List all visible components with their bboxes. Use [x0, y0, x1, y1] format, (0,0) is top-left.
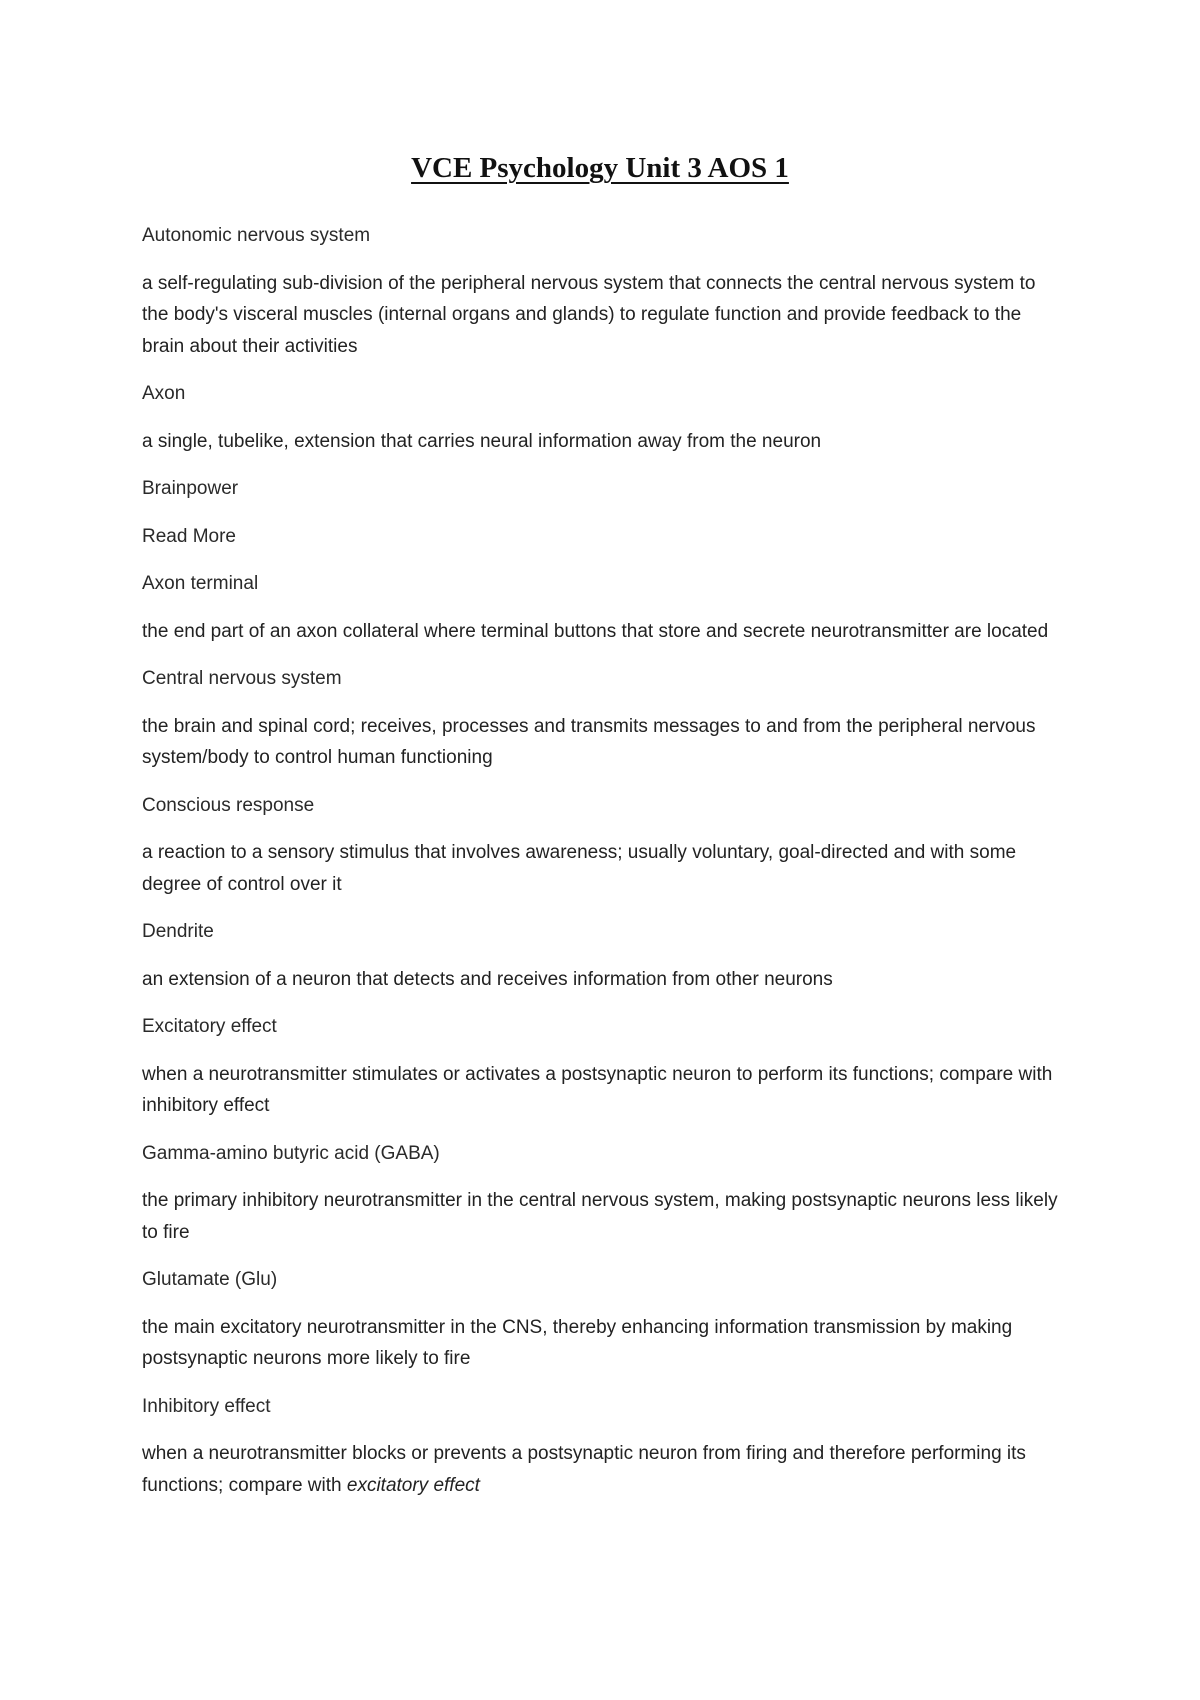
glossary-term: Glutamate (Glu)	[142, 1269, 278, 1290]
glossary-definition: a single, tubelike, extension that carries neural information away from the neuron	[142, 430, 822, 452]
glossary-term: Axon	[142, 383, 186, 404]
glossary-term: Brainpower	[142, 478, 239, 499]
page-title	[0, 152, 1200, 185]
glossary	[142, 220, 1062, 1517]
glossary-definition	[142, 1438, 1062, 1501]
glossary-term: Central nervous system	[142, 668, 342, 689]
glossary-definition: a self-regulating sub-division of the peripheral nervous system that connects the central nervous system to the body's visceral muscles (internal organs and glands) to regulate function and provide feedback to the brain about their activities	[142, 272, 1036, 357]
glossary-term: Axon terminal	[142, 573, 259, 594]
glossary-term: Inhibitory effect	[142, 1395, 271, 1417]
page-title-text: VCE Psychology Unit 3 AOS 1	[411, 152, 789, 184]
definition-emphasis: excitatory effect	[346, 1474, 480, 1496]
glossary-definition: the brain and spinal cord; receives, processes and transmits messages to and from the peripheral nervous system/body to control human functioning	[142, 715, 1036, 768]
glossary-definition: a reaction to a sensory stimulus that involves awareness; usually voluntary, goal-directed and with some degree of control over it	[142, 842, 1017, 895]
glossary-term: Gamma-amino butyric acid (GABA)	[142, 1142, 440, 1164]
glossary-term: Dendrite	[142, 921, 214, 942]
glossary-term: Conscious response	[142, 794, 315, 816]
glossary-term: Autonomic nervous system	[142, 225, 371, 246]
glossary-definition: the main excitatory neurotransmitter in the CNS, thereby enhancing information transmission by making postsynaptic neurons more likely to fire	[142, 1316, 1013, 1369]
definition-text: when a neurotransmitter blocks or prevents a postsynaptic neuron from firing and therefore performing its functions; compare with	[142, 1443, 1026, 1496]
glossary-definition: when a neurotransmitter stimulates or activates a postsynaptic neuron to perform its functions; compare with inhibitory effect	[142, 1063, 1053, 1116]
glossary-definition: the end part of an axon collateral where terminal buttons that store and secrete neurotransmitter are located	[142, 620, 1049, 642]
read-more-link[interactable]: Read More	[142, 525, 236, 547]
glossary-term: Excitatory effect	[142, 1016, 277, 1037]
glossary-definition: an extension of a neuron that detects and receives information from other neurons	[142, 968, 833, 990]
glossary-definition: the primary inhibitory neurotransmitter in the central nervous system, making postsynaptic neurons less likely to fire	[142, 1190, 1058, 1243]
